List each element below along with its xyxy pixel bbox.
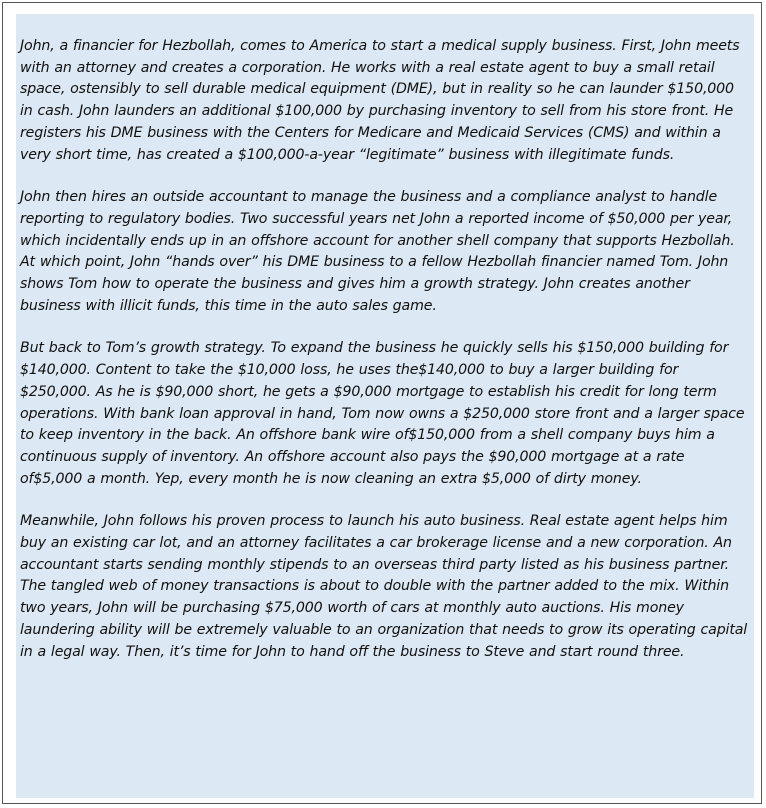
paragraph-2: John then hires an outside accountant to manage the business and a compliance analyst to handle reporting to regulatory bodies. Two successful years net John a reported income of $50,000 per year, which incidentally ends up in an offshore account for another shell company that supports Hezbollah. At which point, John “hands over” his DME business to a fellow Hezbollah financier named Tom. John shows Tom how to operate the business and gives him a growth strategy. John creates another business with illicit funds, this time in the auto sales game. — [20, 189, 735, 314]
sidebar-text-box — [16, 14, 754, 798]
document-frame — [2, 2, 762, 804]
paragraph-3: But back to Tom’s growth strategy. To expand the business he quickly sells his $150,000 building for $140,000. Content to take the $10,000 loss, he uses the$140,000 to buy a larger building for $250,000. As he is $90,000 short, he gets a $90,000 mortgage to establish his credit for long term operations. With bank loan approval in hand, Tom now owns a $250,000 store front and a larger space to keep inventory in the back. An offshore bank wire of$150,000 from a shell company buys him a continuous supply of inventory. An offshore account also pays the $90,000 mortgage at a rate of$5,000 a month. Yep, every month he is now cleaning an extra $5,000 of dirty money. — [20, 340, 745, 487]
paragraph-4: Meanwhile, John follows his proven process to launch his auto business. Real estate agent helps him buy an existing car lot, and an attorney facilitates a car brokerage license and a new corporation. An accountant starts sending monthly stipends to an overseas third party listed as his business partner. The tangled web of money transactions is about to double with the partner added to the mix. Within two years, John will be purchasing $75,000 worth of cars at monthly auto auctions. His money laundering ability will be extremely valuable to an organization that needs to grow its operating capital in a legal way. Then, it’s time for John to hand off the business to Steve and start round three. — [20, 513, 748, 660]
paragraph-1: John, a financier for Hezbollah, comes to America to start a medical supply business. First, John meets with an attorney and creates a corporation. He works with a real estate agent to buy a small retail space, ostensibly to sell durable medical equipment (DME), but in reality so he can launder $150,000 in cash. John launders an additional $100,000 by purchasing inventory to sell from his store front. He registers his DME business with the Centers for Medicare and Medicaid Services (CMS) and within a very short time, has created a $100,000-a-year “legitimate” business with illegitimate funds. — [20, 38, 740, 163]
